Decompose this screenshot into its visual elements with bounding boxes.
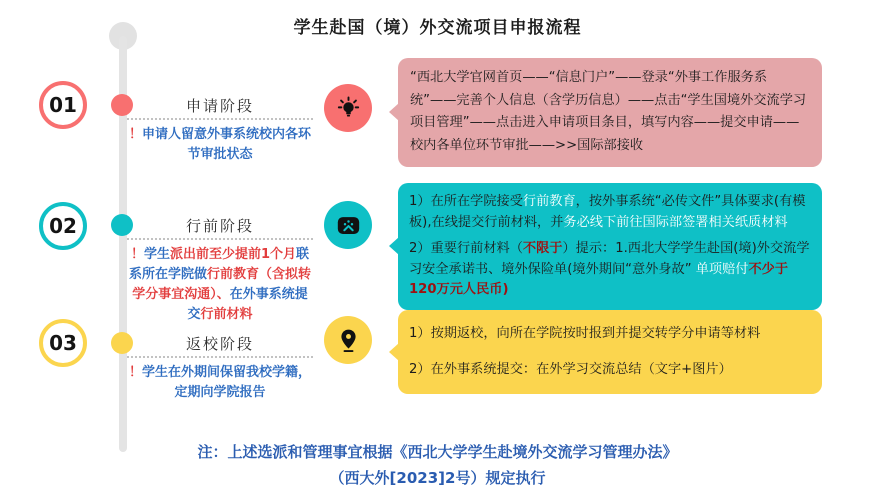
stage-3-detail-text-2: 2）在外事系统提交：在外学习交流总结（文字+图片） [409,361,732,377]
stage-2-detail-box [398,183,822,310]
location-pin-glyph [335,327,362,354]
stage-3-divider [127,356,313,358]
page-title: 学生赴国（境）外交流项目申报流程 [293,18,582,38]
stage-3-warning: ！学生在外期间保留我校学籍，定期向学院报告 [128,365,312,400]
stage-3-text-column [127,334,313,403]
stage-1-detail-text: “西北大学官网首页——“信息门户”——登录“外事工作服务系统”——完善个人信息（含学历信息）——点击“学生国境外交流学习项目管理”——点击进入申请项目条目，填写内容——提交申请——校内各单位环节审批——>>国际部接收 [410,70,807,154]
stage-1-number: 01 [49,93,77,117]
stage-1-detail-box [398,58,822,167]
stage-1-warning: ！申请人留意外事系统校内各环节审批状态 [128,127,312,162]
stage-3-detail-text-1: 1）按期返校，向所在学院按时报到并提交转学分申请等材料 [409,326,761,341]
upload-icon [324,201,372,249]
lightbulb-glyph [335,95,362,122]
stage-3-number: 03 [49,331,77,355]
stage-1-divider [127,118,313,120]
stage-3-number-badge [39,319,87,367]
stage-3-label: 返校阶段 [185,335,254,353]
location-pin-icon [324,316,372,364]
stage-2-number: 02 [49,214,77,238]
lightbulb-icon [324,84,372,132]
stage-2-warning: ！学生派出前至少提前1个月联系所在学院做行前教育（含拟转学分事宜沟通）、在外事系统提交行前材料 [128,247,312,322]
stage-1-number-badge [39,81,87,129]
footer-note [0,440,875,491]
stage-2-detail-text-1: 1）在所在学院接受行前教育，按外事系统“必传文件”具体要求(有模板),在线提交行前材料，并务必线下前往国际部签署相关纸质材料 [409,194,806,230]
stage-2-divider [127,238,313,240]
stage-2-detail-text-2: 2）重要行前材料（不限于）提示：1.西北大学学生赴国(境)外交流学习安全承诺书、境外保险单(境外期间“意外身故” 单项赔付不少于120万元人民币) [409,241,810,298]
stage-2-text-column [127,216,313,325]
upload-glyph [335,212,362,239]
stage-1-text-column [127,96,313,165]
stage-2-label: 行前阶段 [185,217,254,235]
stage-2-number-badge [39,202,87,250]
footer-note-line-1: 注：上述选派和管理事宜根据《西北大学学生赴境外交流学习管理办法》 [197,443,678,461]
stage-1-label: 申请阶段 [185,97,254,115]
stage-3-detail-box [398,310,822,394]
footer-note-line-2: （西大外[2023]2号）规定执行 [329,468,546,487]
